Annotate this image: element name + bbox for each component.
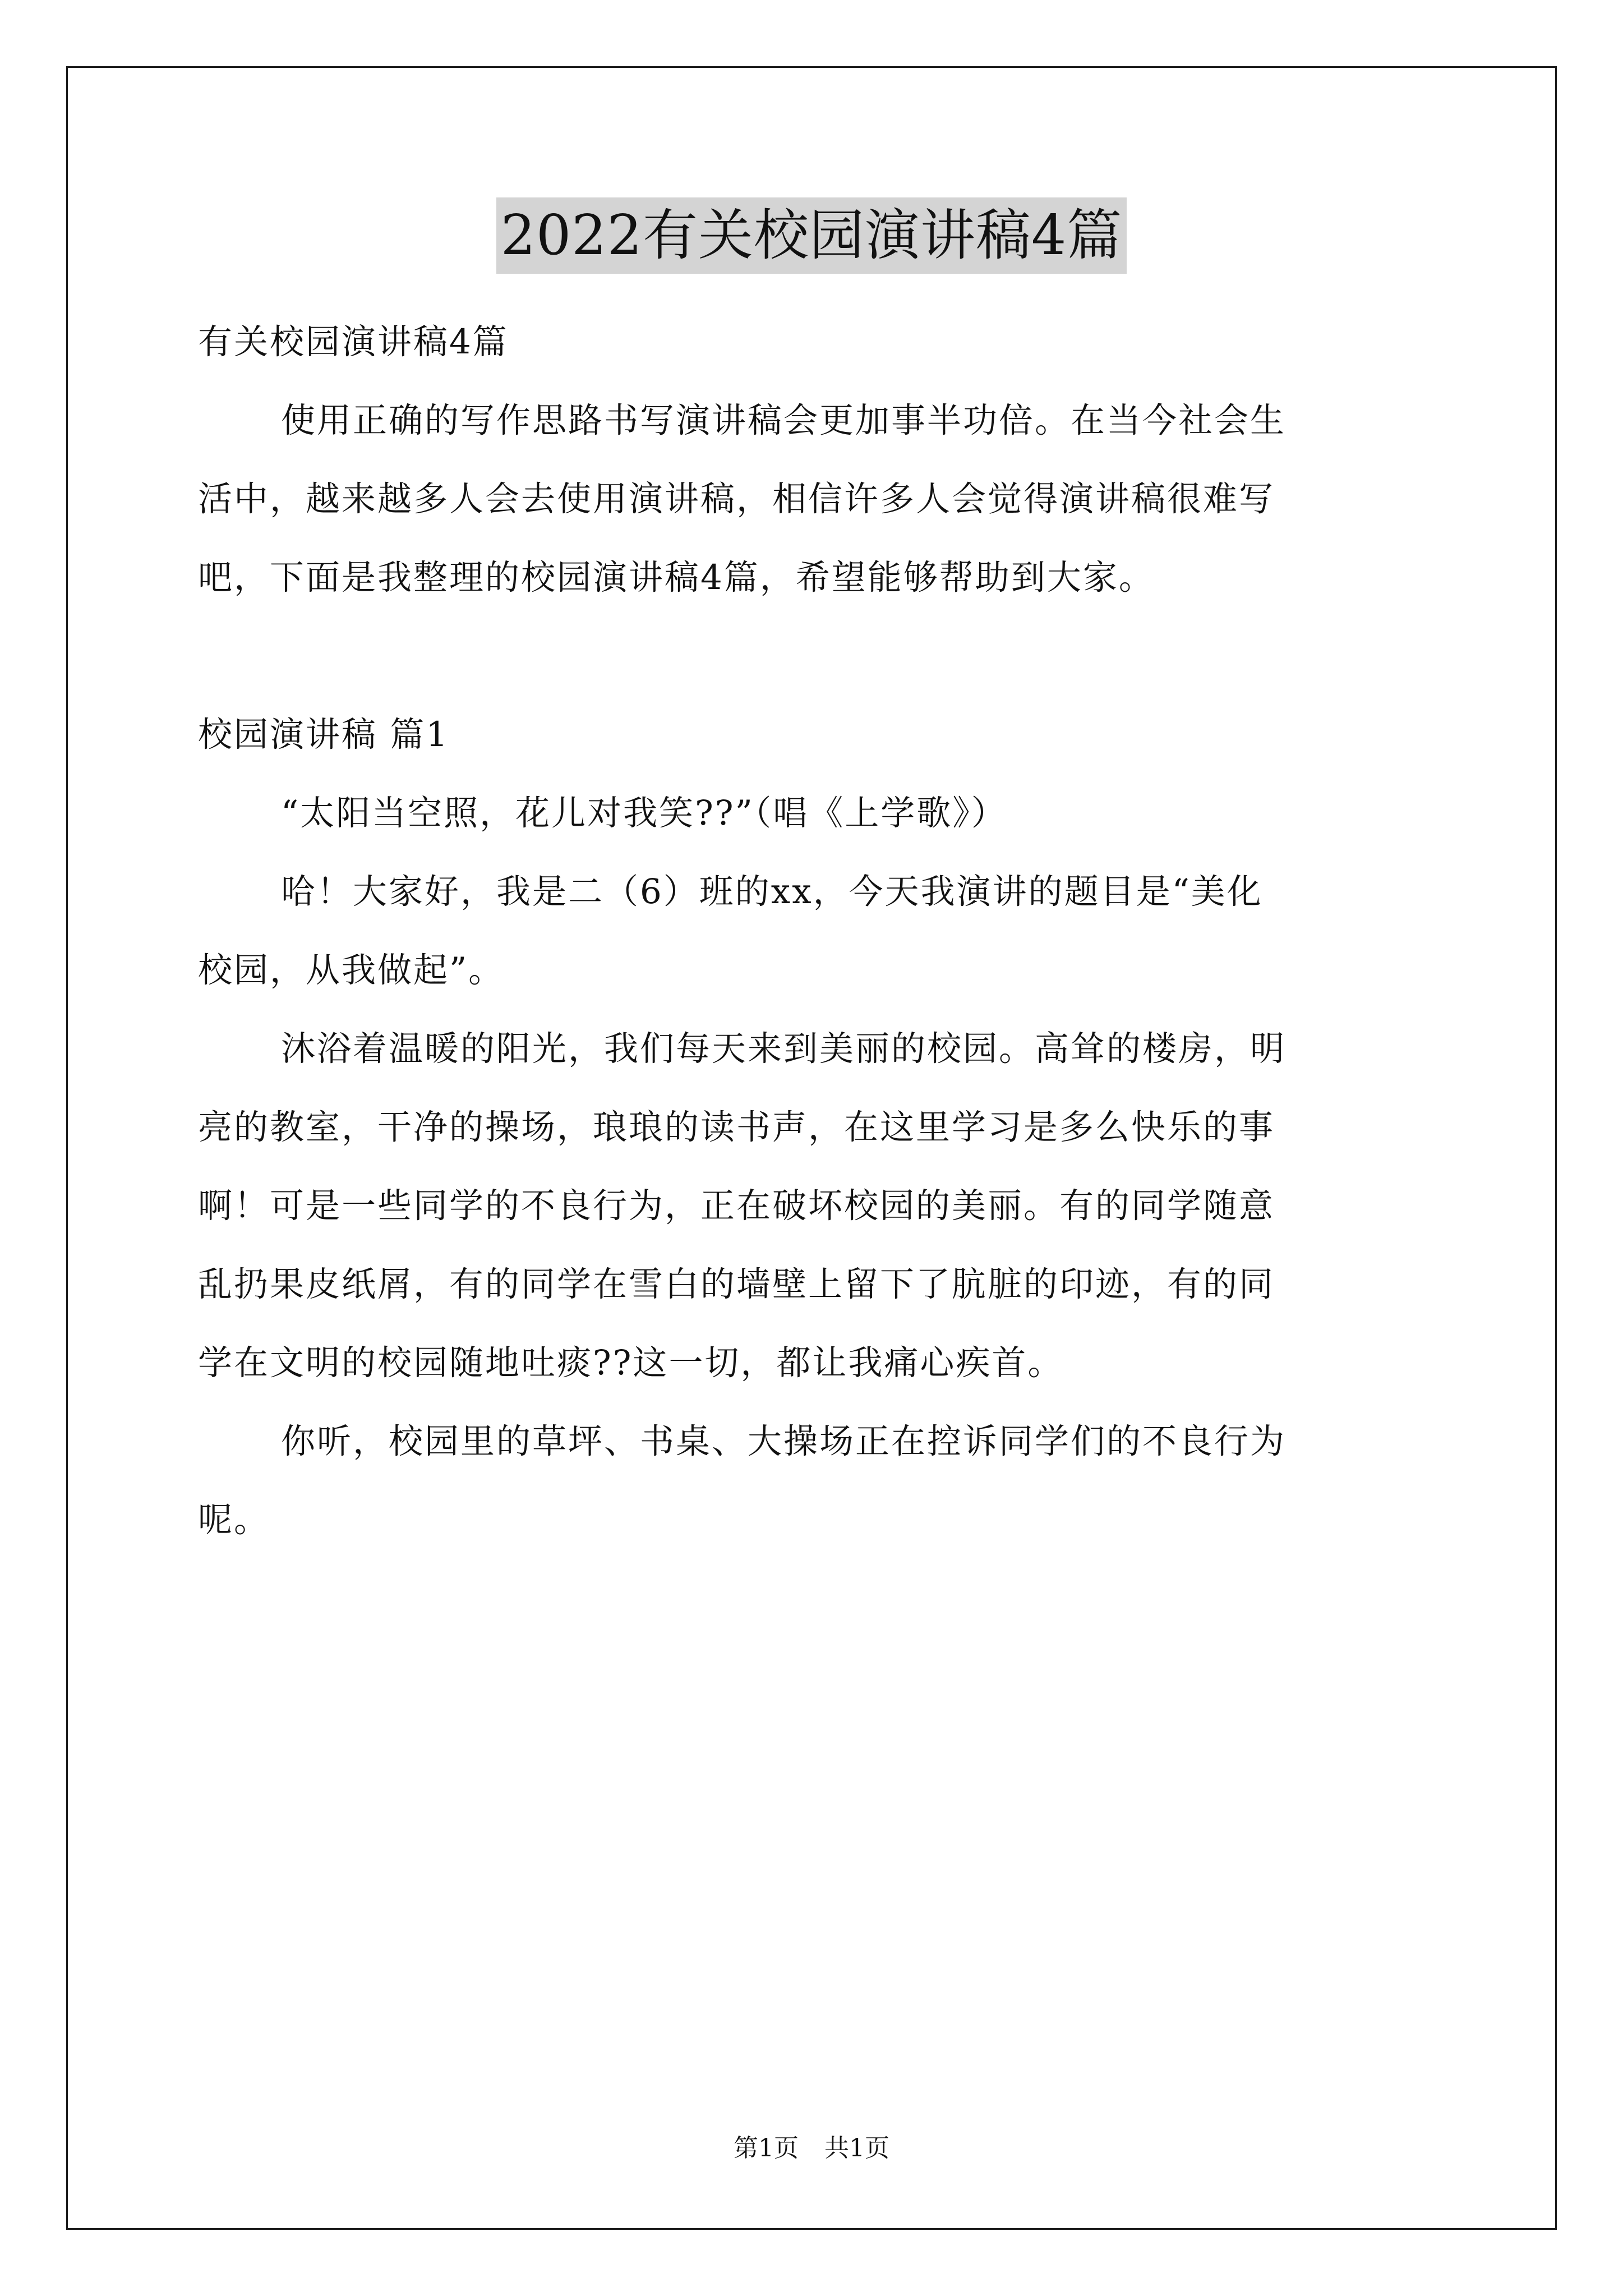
paragraph-line: 学在文明的校园随地吐痰??这一切，都让我痛心疾首。 <box>198 1343 1064 1383</box>
paragraph-line: 你听，校园里的草坪、书桌、大操场正在控诉同学们的不良行为 <box>281 1421 1287 1461</box>
paragraph-line: 校园，从我做起”。 <box>198 950 505 990</box>
section-heading: 校园演讲稿 篇1 <box>198 715 450 754</box>
paragraph-line: 哈！大家好，我是二（6）班的xx，今天我演讲的题目是“美化 <box>281 872 1263 912</box>
page-footer <box>0 2132 1623 2165</box>
document-body <box>198 303 1435 1559</box>
paragraph-line: 亮的教室，干净的操场，琅琅的读书声，在这里学习是多么快乐的事 <box>198 1107 1275 1147</box>
spacer <box>198 617 1435 696</box>
intro-line: 活中，越来越多人会去使用演讲稿，相信许多人会觉得演讲稿很难写 <box>198 479 1275 519</box>
paragraph-line: 啊！可是一些同学的不良行为，正在破坏校园的美丽。有的同学随意 <box>198 1186 1275 1226</box>
paragraph-line: 呢。 <box>198 1500 270 1540</box>
document-title: 2022有关校园演讲稿4篇 <box>496 197 1127 274</box>
paragraph-line: 乱扔果皮纸屑，有的同学在雪白的墙壁上留下了肮脏的印迹，有的同 <box>198 1264 1275 1304</box>
title-container <box>0 197 1623 274</box>
subtitle: 有关校园演讲稿4篇 <box>198 322 509 362</box>
quote-line: “太阳当空照，花儿对我笑??”（唱《上学歌》） <box>281 793 1007 833</box>
intro-line: 吧，下面是我整理的校园演讲稿4篇，希望能够帮助到大家。 <box>198 558 1155 597</box>
paragraph-line: 沐浴着温暖的阳光，我们每天来到美丽的校园。高耸的楼房，明 <box>281 1029 1287 1069</box>
page-total: 共1页 <box>824 2134 889 2162</box>
page-number: 第1页 <box>734 2134 799 2162</box>
intro-line: 使用正确的写作思路书写演讲稿会更加事半功倍。在当今社会生 <box>281 401 1287 440</box>
